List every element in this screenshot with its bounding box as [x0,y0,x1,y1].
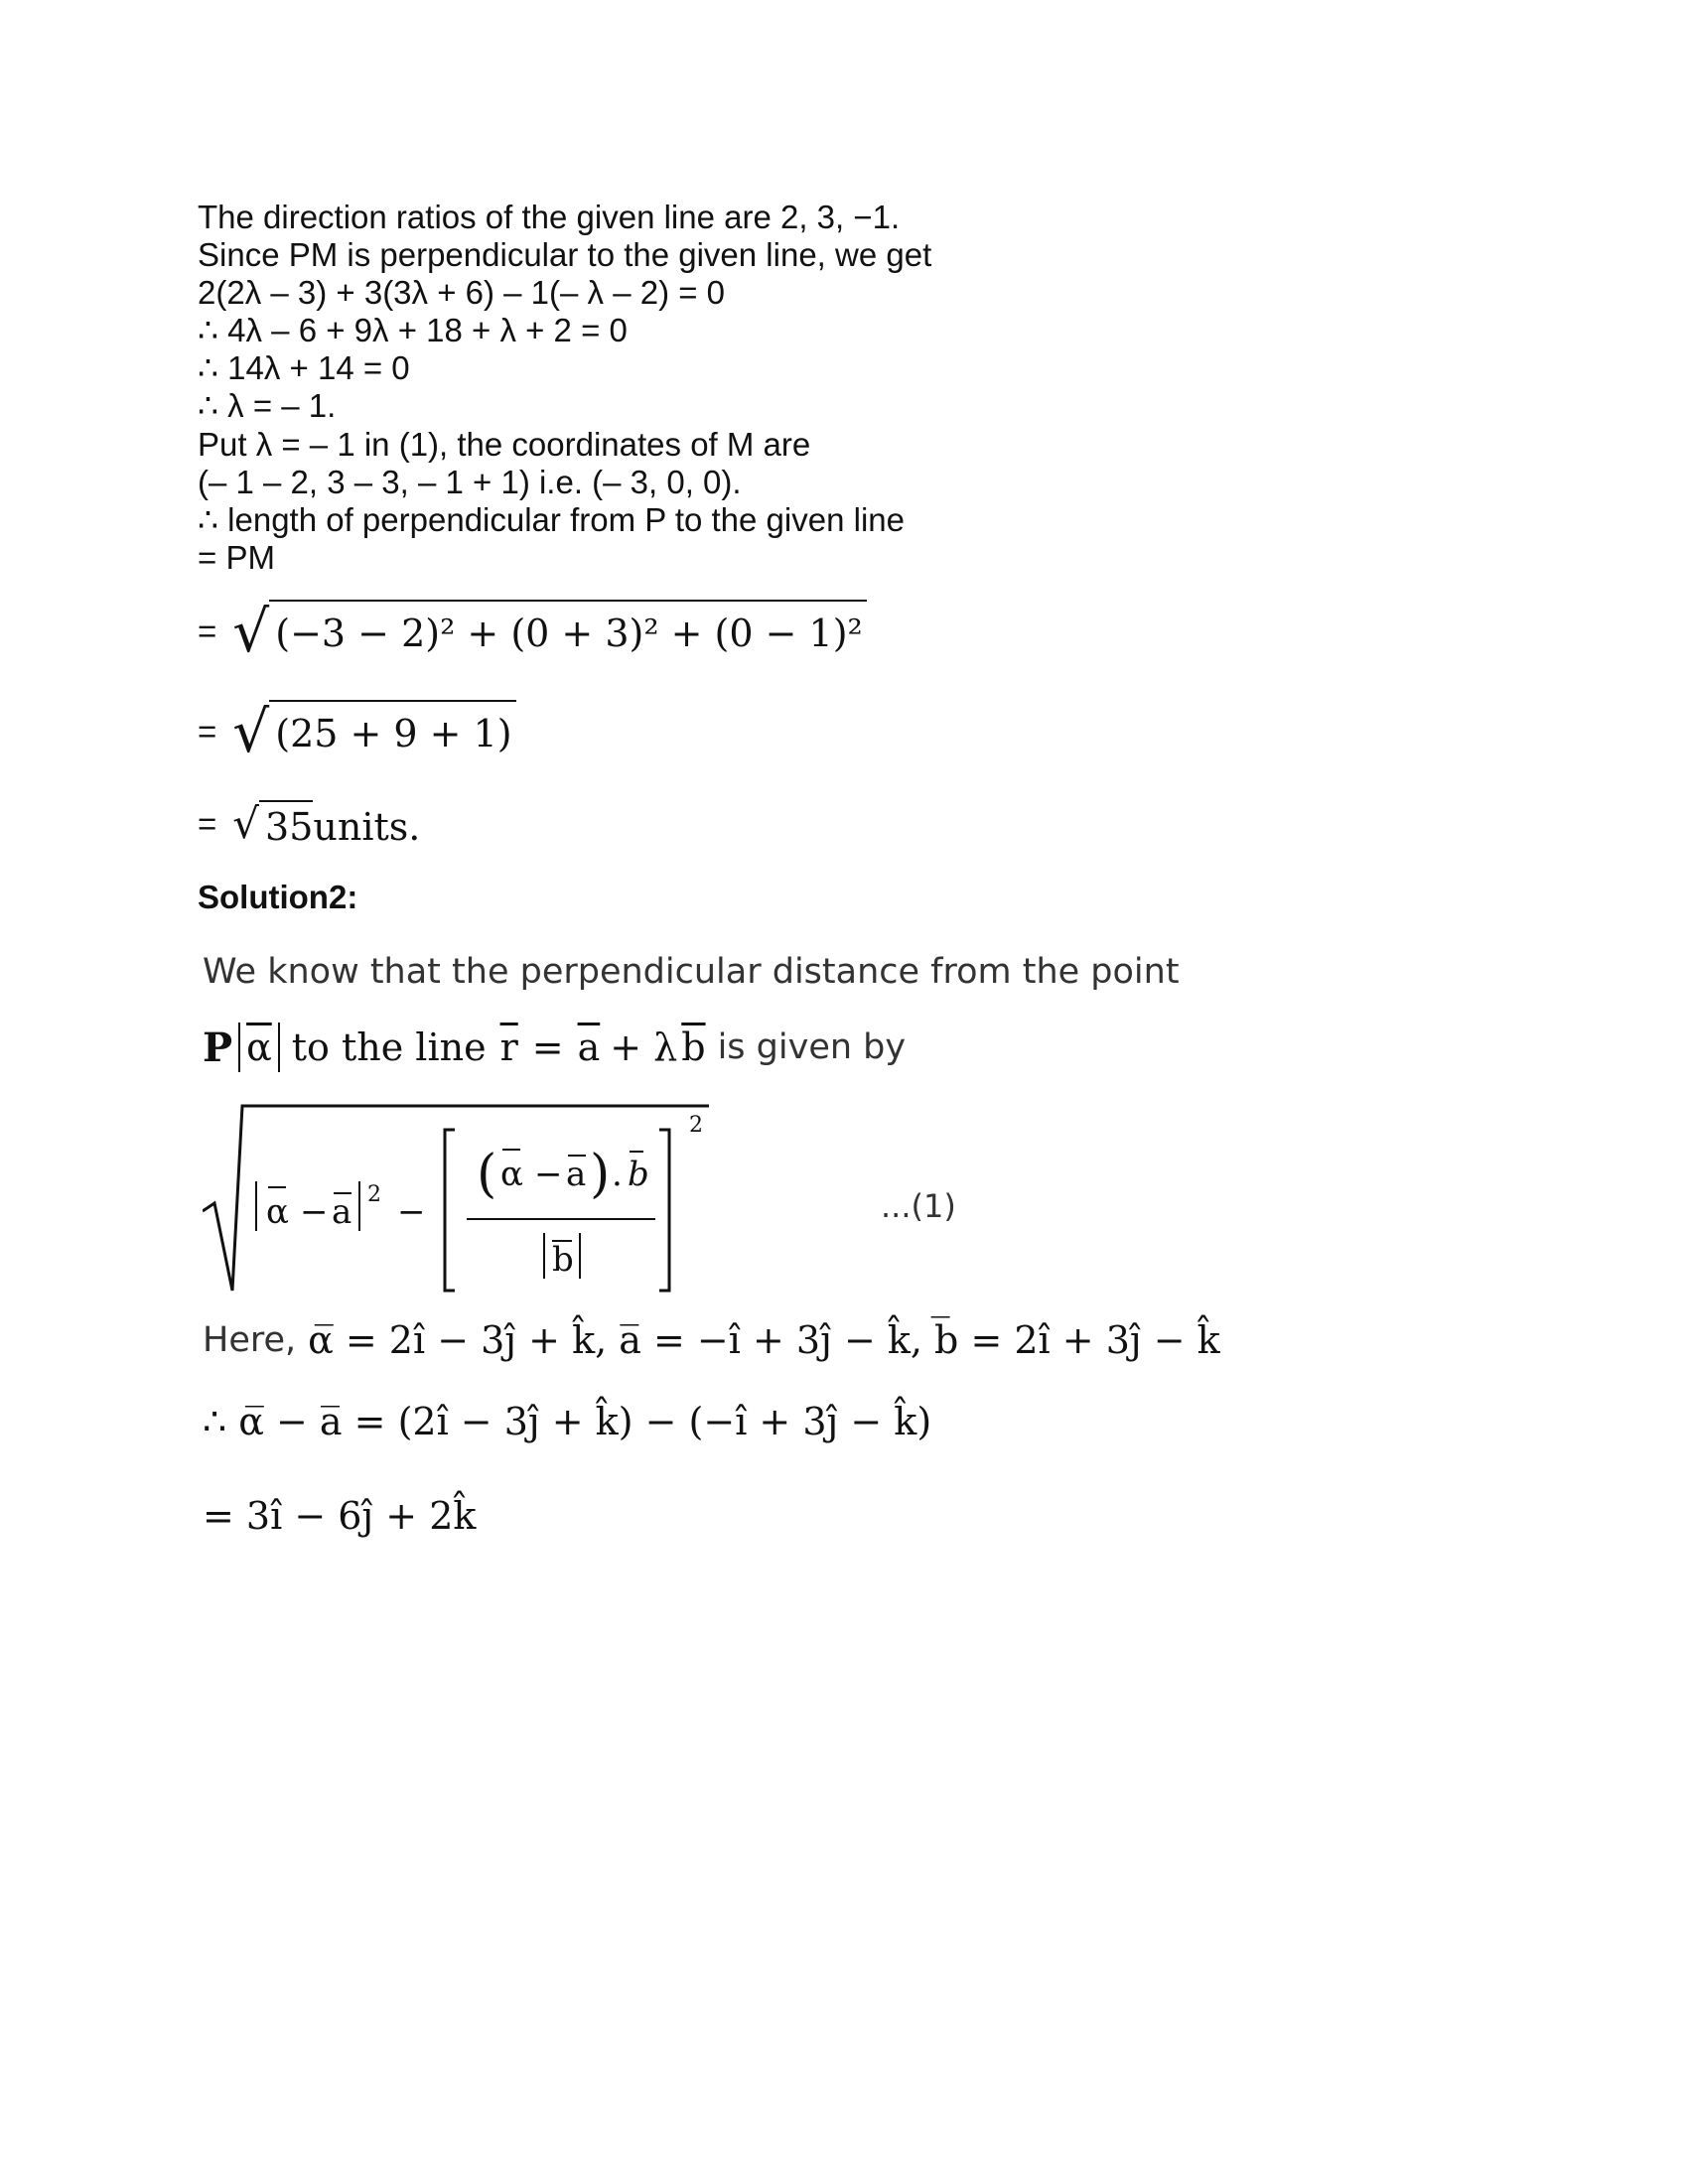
text-line-here [203,1318,1220,1362]
svg-text:−: − [397,1192,426,1232]
svg-text:−: − [300,1192,329,1232]
svg-text:2: 2 [689,1113,703,1138]
svg-text:.: . [612,1155,623,1194]
svg-text:α: α [266,1192,289,1232]
text-line-put-lambda: Put λ = – 1 in (1), the coordinates of M are [198,426,811,463]
svg-text:b: b [628,1155,649,1194]
radical-icon: √ [232,799,260,848]
square-root [232,600,867,663]
text-line-we-know: We know that the perpendicular distance from the point [203,952,1180,992]
svg-text:a: a [332,1192,352,1232]
solution2-heading: Solution2: [198,879,358,915]
radical-icon: √ [232,698,270,765]
plus-lambda: + λ [610,1025,678,1069]
equals-sign: = [198,805,217,842]
svg-text:−: − [534,1155,563,1194]
text-line-expanded: ∴ 4λ – 6 + 9λ + 18 + λ + 2 = 0 [198,312,628,348]
radicand-35: 35 [259,800,313,848]
text-line-length: ∴ length of perpendicular from P to the given line [198,501,905,538]
text-line-difference [203,1400,931,1443]
svg-text:α: α [500,1155,523,1194]
equals-sign: = [198,613,217,649]
text-line-point-to-line [203,1023,906,1072]
r-vector: $\overline{r}$ [499,1025,518,1069]
text-line-lambda-value: ∴ λ = – 1. [198,387,337,424]
here-label: Here, [203,1320,297,1360]
radicand-sum: (25 + 9 + 1) [269,700,515,763]
equals-sign: = [198,713,217,750]
text-line-result [203,1494,476,1538]
a-vector: $\overline{a}$ [577,1025,601,1069]
text-line-pm: = PM [198,539,275,576]
point-p: P [203,1024,233,1071]
b-vector: $\overline{b}$ [681,1025,706,1069]
square-root [232,800,313,848]
alpha-vector: $\overline{\alpha}$ [246,1025,272,1069]
svg-text:a: a [566,1155,587,1194]
svg-text:2: 2 [367,1182,381,1207]
is-given-by-label: is given by [717,1027,907,1067]
to-the-line-label: to the line [291,1025,487,1069]
text-line-direction-ratios: The direction ratios of the given line are 2, 3, −1. [198,199,901,235]
equals-sign: = [531,1025,564,1069]
square-root [232,700,515,763]
step-2-sum [198,700,516,763]
step-1-distance [198,600,867,663]
radicand-squares: (−3 − 2)² + (0 + 3)² + (0 − 1)² [269,600,867,663]
alpha-abs [238,1023,280,1072]
svg-text:): ) [590,1145,611,1204]
radical-icon: √ [232,598,270,665]
formula-radical-icon [203,1102,719,1300]
distance-formula [203,1102,719,1300]
svg-text:b: b [552,1240,574,1280]
units-label: units. [313,805,421,849]
difference-expression: ∴ α̅ − a̅ = (2î − 3ĵ + k̂) − (−î + 3ĵ − k̂) [203,1400,932,1443]
svg-text:(: ( [477,1145,497,1204]
step-3-result [198,799,420,849]
equation-label-1: ...(1) [881,1187,956,1225]
result-expression: = 3î − 6ĵ + 2k̂ [203,1494,477,1538]
text-line-perpendicular: Since PM is perpendicular to the given line, we get [198,236,932,273]
text-line-simplified: ∴ 14λ + 14 = 0 [198,349,410,386]
text-line-coordinates: (– 1 – 2, 3 – 3, – 1 + 1) i.e. (– 3, 0, 0). [198,464,742,500]
text-line-equation: 2(2λ – 3) + 3(3λ + 6) – 1(– λ – 2) = 0 [198,274,726,311]
here-vectors: α̅ = 2î − 3ĵ + k̂, a̅ = −î + 3ĵ − k̂, b̅ = 2î + 3ĵ − k̂ [308,1318,1220,1362]
